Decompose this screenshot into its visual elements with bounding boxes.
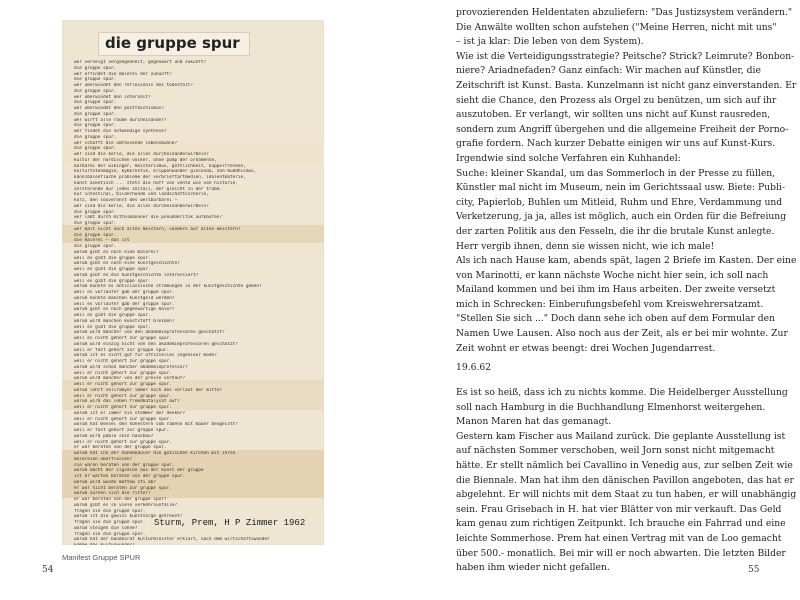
manifest-line: wer erfindet die malerei der zukunft? [74, 71, 172, 77]
manifest-line: weil es gibt die gruppe spur. [74, 324, 151, 330]
manifest-line: die gruppe spur. [74, 221, 117, 226]
manifest-line: weil er nicht gehört zur gruppe spur. [74, 359, 172, 364]
manifest-line: warum wird schon mancher akademieprofessor? [74, 364, 188, 370]
text-line: abgelehnt. Er will nichts mit dem Staat zu tun haben, er will unabhängig [456, 489, 797, 501]
manifest-line: die gruppe spur. [74, 232, 117, 238]
manifest-line: fragen sie die gruppe spur. [74, 520, 146, 525]
manifest-line: warum konnte es anticlassische strömungen in der kunstgeschichte geben? [74, 284, 262, 290]
text-line: kam genau zum richtigen Zeitpunkt. Ich brauche ein Fahrrad und eine [456, 518, 786, 530]
manifest-line: weil es gibt die gruppe spur. [74, 267, 151, 272]
manifest-line: die gruppe spur. [74, 88, 117, 94]
manifest-line: kurz, den souveränst des weltbarbarei — [74, 198, 178, 203]
text-line: Künstler mal nicht im Museum, nein im Gerichtssaal usw. Biete: Publi- [456, 182, 785, 194]
text-line: soll nach Hamburg in die Buchhandlung Elmenhorst weitergehen. [456, 401, 766, 413]
manifest-line: warum zürnen sich die ritter? [74, 491, 151, 497]
manifest-line: sie waren beraten von der gruppe spur. [74, 462, 175, 468]
manifest-line: weil es gibt die gruppe spur. [74, 313, 151, 318]
manifest-line: wer sind die kerle, die alles durcheinanderwirbeln? [74, 203, 209, 209]
manifest-line: fragen sie die gruppe spur. [74, 508, 146, 514]
manifest-line: weil er nicht gehört zur gruppe spur. [74, 382, 172, 387]
text-line: der zarten Politik aus den Fesseln, die ihr die brutale Kunst anlegte. [456, 225, 775, 237]
manifest-line: weil er nicht gehört zur gruppe spur. [74, 393, 172, 399]
text-line: provozierenden Heldentaten abzuliefern: "Das Justizsystem verändern." [456, 7, 793, 18]
body-paragraph-2 [456, 386, 797, 576]
manifest-image [62, 20, 324, 545]
text-line: Als ich nach Hause kam, abends spät, lagen 2 Briefe im Kasten. Der eine [456, 255, 797, 267]
manifest-line: die gruppe spur. [74, 134, 117, 140]
manifest-line: zerstörende dür jedes zeitall, der gleicht in der trübe. [74, 186, 223, 192]
manifest-line: er war beraten von der gruppe spur? [74, 497, 167, 502]
manifest-line: warum wird pablo sein hausbau? [74, 433, 154, 439]
text-line: Suche: kleiner Skandal, um das Sommerloch in der Presse zu füllen, [456, 167, 776, 179]
manifest-line: kulturtotenmagie, kybernetik, krippenwunder gioconda, zen-buddhismus, [74, 169, 257, 175]
manifest-line: wer überwindet den reflexionis des todestalt? [74, 83, 193, 88]
manifest-line: weil es gibt die gruppe spur. [74, 278, 151, 284]
manifest-line: warum wird manchen kunststoff bleiben? [74, 318, 175, 324]
manifest-line: weil es nicht gehört zur gruppe spur. [74, 336, 172, 341]
manifest-line: weil es gibt die gruppe spur. [74, 255, 151, 261]
text-line: von Marinotti, er kann nächste Woche nicht hier sein, ich soll nach [456, 269, 769, 281]
text-line: Mailand kommen und bei ihm im Haus arbeiten. Der zweite versetzt [456, 284, 776, 296]
manifest-line: warum gibt es noch gegenwärtige maler? [74, 307, 175, 313]
manifest-line: die gruppe spur. [74, 111, 117, 117]
manifest-text [74, 60, 314, 545]
manifest-line: wer überwindet den postfaschismus? [74, 106, 164, 111]
manifest-line: kannibalenflache probleme der verbrieftartmedien, idolentmaterie, [74, 175, 246, 180]
manifest-line: warum ist die gewiss kunstsorge getreuet? [74, 514, 183, 520]
manifest-line: warum wird einzig nicht von den akademieprofessoren geschätzt? [74, 341, 238, 347]
manifest-line: warum hat mensel den höhestern vom rabenn mit mauer beugeistt? [74, 422, 238, 428]
page-number-left: 54 [42, 565, 54, 575]
manifest-line: warum wird mancher von der presse verhauf? [74, 376, 186, 382]
manifest-line: die malerei — das ist [74, 238, 130, 244]
manifest-line: die gruppe spur. [74, 146, 117, 152]
manifest-line: weil er nicht gehört zur gruppe spur. [74, 405, 172, 410]
manifest-line: weil er nicht gehört zur gruppe spur. [74, 370, 172, 376]
manifest-line: warum gibt es noch eine malerei? [74, 249, 159, 255]
manifest-line: wer malt nicht nach alten meistern, sondern auf alten meistern? [74, 226, 241, 232]
text-line: niere? Ariadnefaden? Ganz einfach: Wir machen auf Künstler, die [456, 65, 761, 77]
manifest-line: die gruppe spur. [74, 77, 117, 83]
text-line: hätte. Er stellt nämlich bei Cavallino in Venedig aus, zur selben Zeit wie [456, 459, 793, 471]
manifest-line: wer schafft die umfassende lebensbühne? [74, 140, 178, 146]
text-line: Die Anwälte wollten schon aufstehen ("Meine Herren, nicht mit uns" [456, 21, 777, 33]
text-line: – ist ja klar: Die leben von dem System). [456, 36, 644, 48]
text-line: sein. Frau Grisebach in H. hat vier Blätter von mir verkauft. Das Geld [456, 503, 782, 515]
diary-date: 19.6.62 [456, 362, 492, 373]
text-line: leichte Sommerhose. Prem hat einen Vertrag mit van de Loo gemacht [456, 532, 782, 544]
manifest-line: warum ist er immer ein stemmer der denker? [74, 410, 186, 416]
manifest-line: warum lehrt seliramyer immer noch des vorlaut der mitte? [74, 387, 223, 393]
manifest-line: warum wird mancher von den akademieprofessoren geschätzt? [74, 330, 225, 336]
manifest-line: die gruppe spur. [74, 209, 117, 215]
text-line: city, Papierlob, Buhlen um Mitleid, Ruhm und Ehre, Verdammung und [456, 196, 783, 208]
manifest-line: warum macht der sigvalen aus der kunst der gruppe [74, 468, 204, 474]
manifest-line: wer überwindet den intervalt? [74, 94, 151, 100]
manifest-line: wer wirft alle räume durcheinander? [74, 117, 167, 123]
manifest-line: weil er fast gehört zur gruppe spur. [74, 347, 170, 353]
text-line: die Biennale. Man hat ihm den dänischen Pavillon angeboten, das hat er [456, 474, 794, 486]
manifest-line: die gruppe spur. [74, 100, 117, 106]
text-line: sieht die Chance, den Prozess als Orgel zu benützen, um sich auf ihr [456, 94, 777, 106]
manifest-line: weil er fast gehört zur gruppe spur. [74, 428, 170, 433]
manifest-line: wer findet die notwendige synthese? [74, 129, 167, 134]
page-number-right: 55 [748, 565, 760, 575]
right-page [400, 0, 800, 600]
manifest-line: die gruppe spur. [74, 244, 117, 249]
manifest-signature: Sturm, Prem, H P Zimmer 1962 [154, 518, 306, 528]
manifest-title: die gruppe spur [105, 34, 240, 52]
manifest-line: warum hat der bundesrat kulturminister erklärt, nach dem wirtschaftswunder [74, 537, 270, 543]
manifest-line: warum hat ihn der hanebkauler die gotischen kirchen mit ihren [74, 451, 236, 456]
manifest-line: wer verneigt vergangenheit, gegenwart und zukunft? [74, 60, 207, 65]
text-line: Namen Uwe Lausen. Also noch aus der Zeit, als er bei mir wohnte. Zur [456, 328, 788, 340]
manifest-line: die gruppe spur. [74, 65, 117, 71]
manifest-line: weil es vorläufer gab der gruppe spur. [74, 290, 175, 295]
manifest-line: kultur der nordischen völker, ohne pomp der ornamente, [74, 157, 217, 163]
text-line: auszutoben. Er verlangt, wir sollten uns nicht auf Kunst rausreden, [456, 109, 771, 121]
manifest-line: malereien überflossen? [74, 456, 133, 462]
figure-caption: Manifest Gruppe SPUR [62, 553, 141, 562]
manifest-line: warum gibt es so viele verkehrsunfälle? [74, 502, 178, 508]
manifest-line: wer sind die kerle, die alles durcheinanderwirbeln? [74, 152, 209, 157]
text-line: Es ist so heiß, dass ich zu nichts komme. Die Heidelberger Ausstellung [456, 387, 788, 398]
manifest-line: wer läßt durch mittelmännner die pseudokritik aufkaufen? [74, 215, 223, 221]
manifest-line: ist er warten beraten von der gruppe spur. [74, 474, 186, 479]
text-line: haben ihm wieder nicht gefallen. [456, 562, 610, 574]
manifest-line: weil es vorläufer gab der gruppe spur. [74, 301, 175, 307]
text-line: Gestern kam Fischer aus Mailand zurück. Die geplante Ausstellung ist [456, 430, 786, 442]
text-line: sondern zum Angriff übergehen und die allgemeine Freiheit der Porno- [456, 123, 789, 135]
text-line: Verketzerung, ja ja, alles ist möglich, auch ein Orden für die Befreiung [456, 211, 787, 223]
text-line: Irgendwie sind solche Verfahren ein Kuhhandel: [456, 152, 681, 164]
text-line: mich in Schrecken: Einberufungsbefehl vom Kreiswehrersatzamt. [456, 298, 764, 310]
text-line: grafie fordern. Nach kurzer Debatte einigen wir uns auf Kunst-Kurs. [456, 138, 776, 150]
text-line: Zeit wohnt er etwas beengt: drei Wochen Jugendarrest. [456, 342, 716, 354]
text-line: Herr vergib ihnen, denn sie wissen nicht, wie ich male! [456, 240, 715, 252]
manifest-line: fragen sie die gruppe spur. [74, 531, 146, 537]
manifest-line: warum ist es nicht gut für offizielles ingenieur mode? [74, 353, 217, 359]
manifest-line: er war nicht beraten zur gruppe spur. [74, 485, 172, 491]
manifest-line: kunst asketisch ... stets die hoff von vento wie von historie, [74, 180, 238, 186]
manifest-line: die gruppe spur. [74, 123, 117, 129]
text-line: Manon Maren hat das gemanagt. [456, 416, 612, 428]
manifest-line: warum gibt es die kunstgeschichte interessiert? [74, 272, 199, 278]
text-line: Zeitschrift ist Kunst. Basta. Kunzelmann ist nicht ganz einverstanden. Er [456, 79, 797, 91]
manifest-line: kur intestinal, bilderhunde und landschaftsschorle, [74, 192, 209, 198]
text-line: "Stellen Sie sich ..." Doch dann sehe ich oben auf dem Formular den [456, 313, 776, 325]
manifest-line: warum steigen die löhne? [74, 525, 138, 531]
text-line: Wie ist die Verteidigungsstrategie? Peitsche? Strick? Leimrute? Bonbon- [456, 50, 795, 62]
text-line: über 500.- monatlich. Bei mir will er noch abwarten. Die letzten Bilder [456, 547, 786, 559]
manifest-line: warum gibt es noch eine kunstgeschichte? [74, 261, 180, 267]
manifest-title-box [98, 32, 250, 56]
manifest-line: er war beraten von der gruppe spur. [74, 445, 167, 451]
manifest-line: barbarei der wikinger, meisterismus, göttlichkeit, kuppelfresken, [74, 163, 246, 169]
manifest-line: warum wird wunde mattew sti ab? [74, 479, 156, 485]
manifest-line: weil er nicht gehört zur gruppe spur. [74, 439, 172, 445]
text-line: auf nächsten Sommer verschoben, weil Jorn sonst nicht mitgemacht [456, 445, 775, 457]
body-paragraph-1 [456, 6, 797, 356]
manifest-line: warum wird das leben fremdkatalysat auf? [74, 399, 180, 405]
manifest-line [74, 543, 314, 545]
manifest-line: weil er nicht gehört zur gruppe spur. [74, 416, 172, 422]
manifest-line: warum konnte manchen kunstgeld werden? [74, 295, 175, 301]
